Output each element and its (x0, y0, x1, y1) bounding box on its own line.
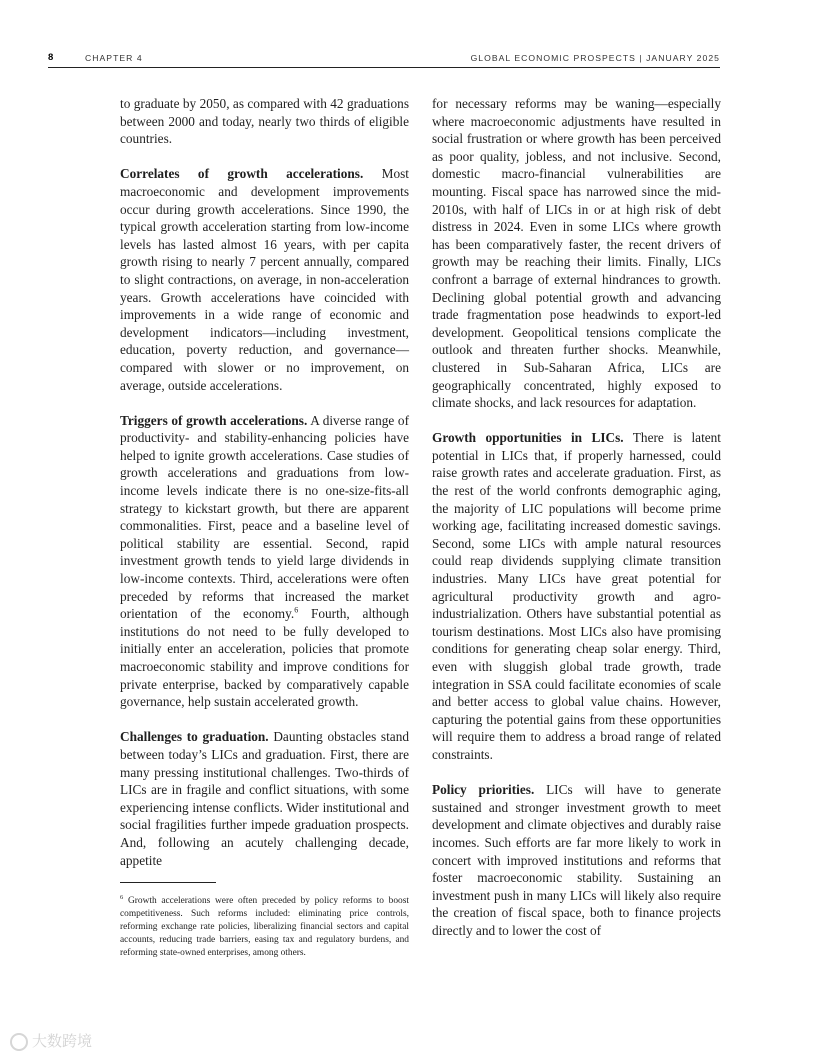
watermark-text: 大数跨境 (32, 1032, 93, 1050)
triggers-text-2: Fourth, although institutions do not need to be fully developed to initially enter an acceleration, policies that promote macroeconomic stability and improve conditions for private enterprise, backed by comparatively capable governance, help sustain accelerated growth. (120, 606, 409, 710)
triggers-paragraph (120, 412, 409, 711)
challenges-heading: Challenges to graduation. (120, 729, 269, 745)
running-header (48, 49, 720, 67)
chapter-label: CHAPTER 4 (85, 53, 143, 63)
continuation-paragraph: for necessary reforms may be waning—especially where macroeconomic adjustments have resulted in social frustration or where growth has been perceived as poor quality, jobless, and not inclusive. Second, domestic macro-financial vulnerabilities are mounting. Fiscal space has narrowed since the mid-2010s, with half of LICs in or at high risk of debt distress in 2024. Even in some LICs where growth has been comparatively faster, the recent drivers of growth may be reaching their limits. Finally, LICs confront a barrage of external hindrances to growth. Declining global potential growth and advancing trade fragmentation pose headwinds to export-led development. Geopolitical tensions complicate the outlook and threaten further shocks. Meanwhile, clustered in Sub-Saharan Africa, LICs are geographically concentrated, highly exposed to climate shocks, and lack resources for adaptation. (432, 96, 721, 411)
publication-title: GLOBAL ECONOMIC PROSPECTS | JANUARY 2025 (470, 53, 720, 63)
right-column (432, 95, 721, 957)
left-column (120, 95, 409, 887)
triggers-heading: Triggers of growth accelerations. (120, 412, 308, 428)
priorities-paragraph (432, 781, 721, 939)
footnote (120, 895, 409, 960)
watermark (10, 1030, 120, 1052)
footnote-divider (120, 882, 216, 883)
watermark-logo-icon (10, 1033, 28, 1051)
opportunities-paragraph (432, 429, 721, 763)
priorities-heading: Policy priorities. (432, 782, 535, 798)
opportunities-heading: Growth opportunities in LICs. (432, 430, 624, 446)
triggers-text-1: A diverse range of productivity- and stability-enhancing policies have helped to ignite growth accelerations. Case studies of growth accelerations and graduations from low-income levels indicate there is no one-size-fits-all strategy to kickstart growth, but there are apparent commonalities. First, peace and a baseline level of political stability are essential. Second, rapid investment growth tends to yield large dividends in low-income contexts. Third, accelerations were often preceded by reforms that increased the market orientation of the economy. (120, 412, 409, 622)
footnote-reference[interactable]: 6 (294, 605, 299, 615)
challenges-text: Daunting obstacles stand between today’s LICs and graduation. First, there are many pressing institutional challenges. Two-thirds of LICs are in fragile and conflict situations, with some experiencing intense conflicts. Wider institutional and social fragilities further impede graduation prospects. And, following an acutely challenging decade, appetite (120, 729, 409, 868)
challenges-paragraph (120, 728, 409, 869)
correlates-paragraph (120, 165, 409, 394)
header-divider (48, 67, 720, 68)
priorities-text: LICs will have to generate sustained and stronger investment growth to meet development and climate objectives and durably raise incomes. Such efforts are far more likely to work in concert with improved institutions and reforms that foster macroeconomic stability. Sustaining an investment push in many LICs will likely also require the creation of fiscal space, both to finance projects directly and to lower the cost of (432, 782, 721, 938)
opportunities-text: There is latent potential in LICs that, if properly harnessed, could raise growth rates and accelerate graduation. First, as the rest of the world confronts demographic aging, the majority of LIC populations will become prime working age, facilitating increased domestic savings. Second, some LICs with ample natural resources could reap dividends supplying climate transition industries. Many LICs have great potential for agricultural productivity growth and agro-industrialization. Others have substantial potential as tourism destinations. Most LICs also have promising conditions for generating cheap solar energy. Third, even with sluggish global trade growth, trade integration in SSA could facilitate economies of scale and better access to global value chains. However, capturing the potential gains from these opportunities will require them to address a broad range of related constraints. (432, 430, 722, 762)
correlates-heading: Correlates of growth accelerations. (120, 166, 364, 182)
footnote-number: 6 (120, 893, 124, 901)
page-number: 8 (48, 52, 54, 63)
footnote-text: Growth accelerations were often preceded by policy reforms to boost competitiveness. Such reforms included: eliminating price controls, reforming exchange rate policies, liberalizing financial sectors and capital accounts, reducing trade barriers, easing tax and regulatory burdens, and reforming state-owned enterprises, among others. (120, 896, 409, 958)
correlates-text: Most macroeconomic and development improvements occur during growth accelerations. Since 1990, the typical growth acceleration starting from low-income levels has lasted almost 16 years, with per capita growth rising to nearly 7 percent annually, compared to slight contractions, on average, in non-acceleration years. Growth accelerations have coincided with improvements in a wide range of economic and development indicators—including investment, education, poverty reduction, and governance—compared with slower or no improvement, on average, outside accelerations. (120, 166, 409, 393)
intro-paragraph: to graduate by 2050, as compared with 42 graduations between 2000 and today, nearly two thirds of eligible countries. (120, 96, 409, 147)
